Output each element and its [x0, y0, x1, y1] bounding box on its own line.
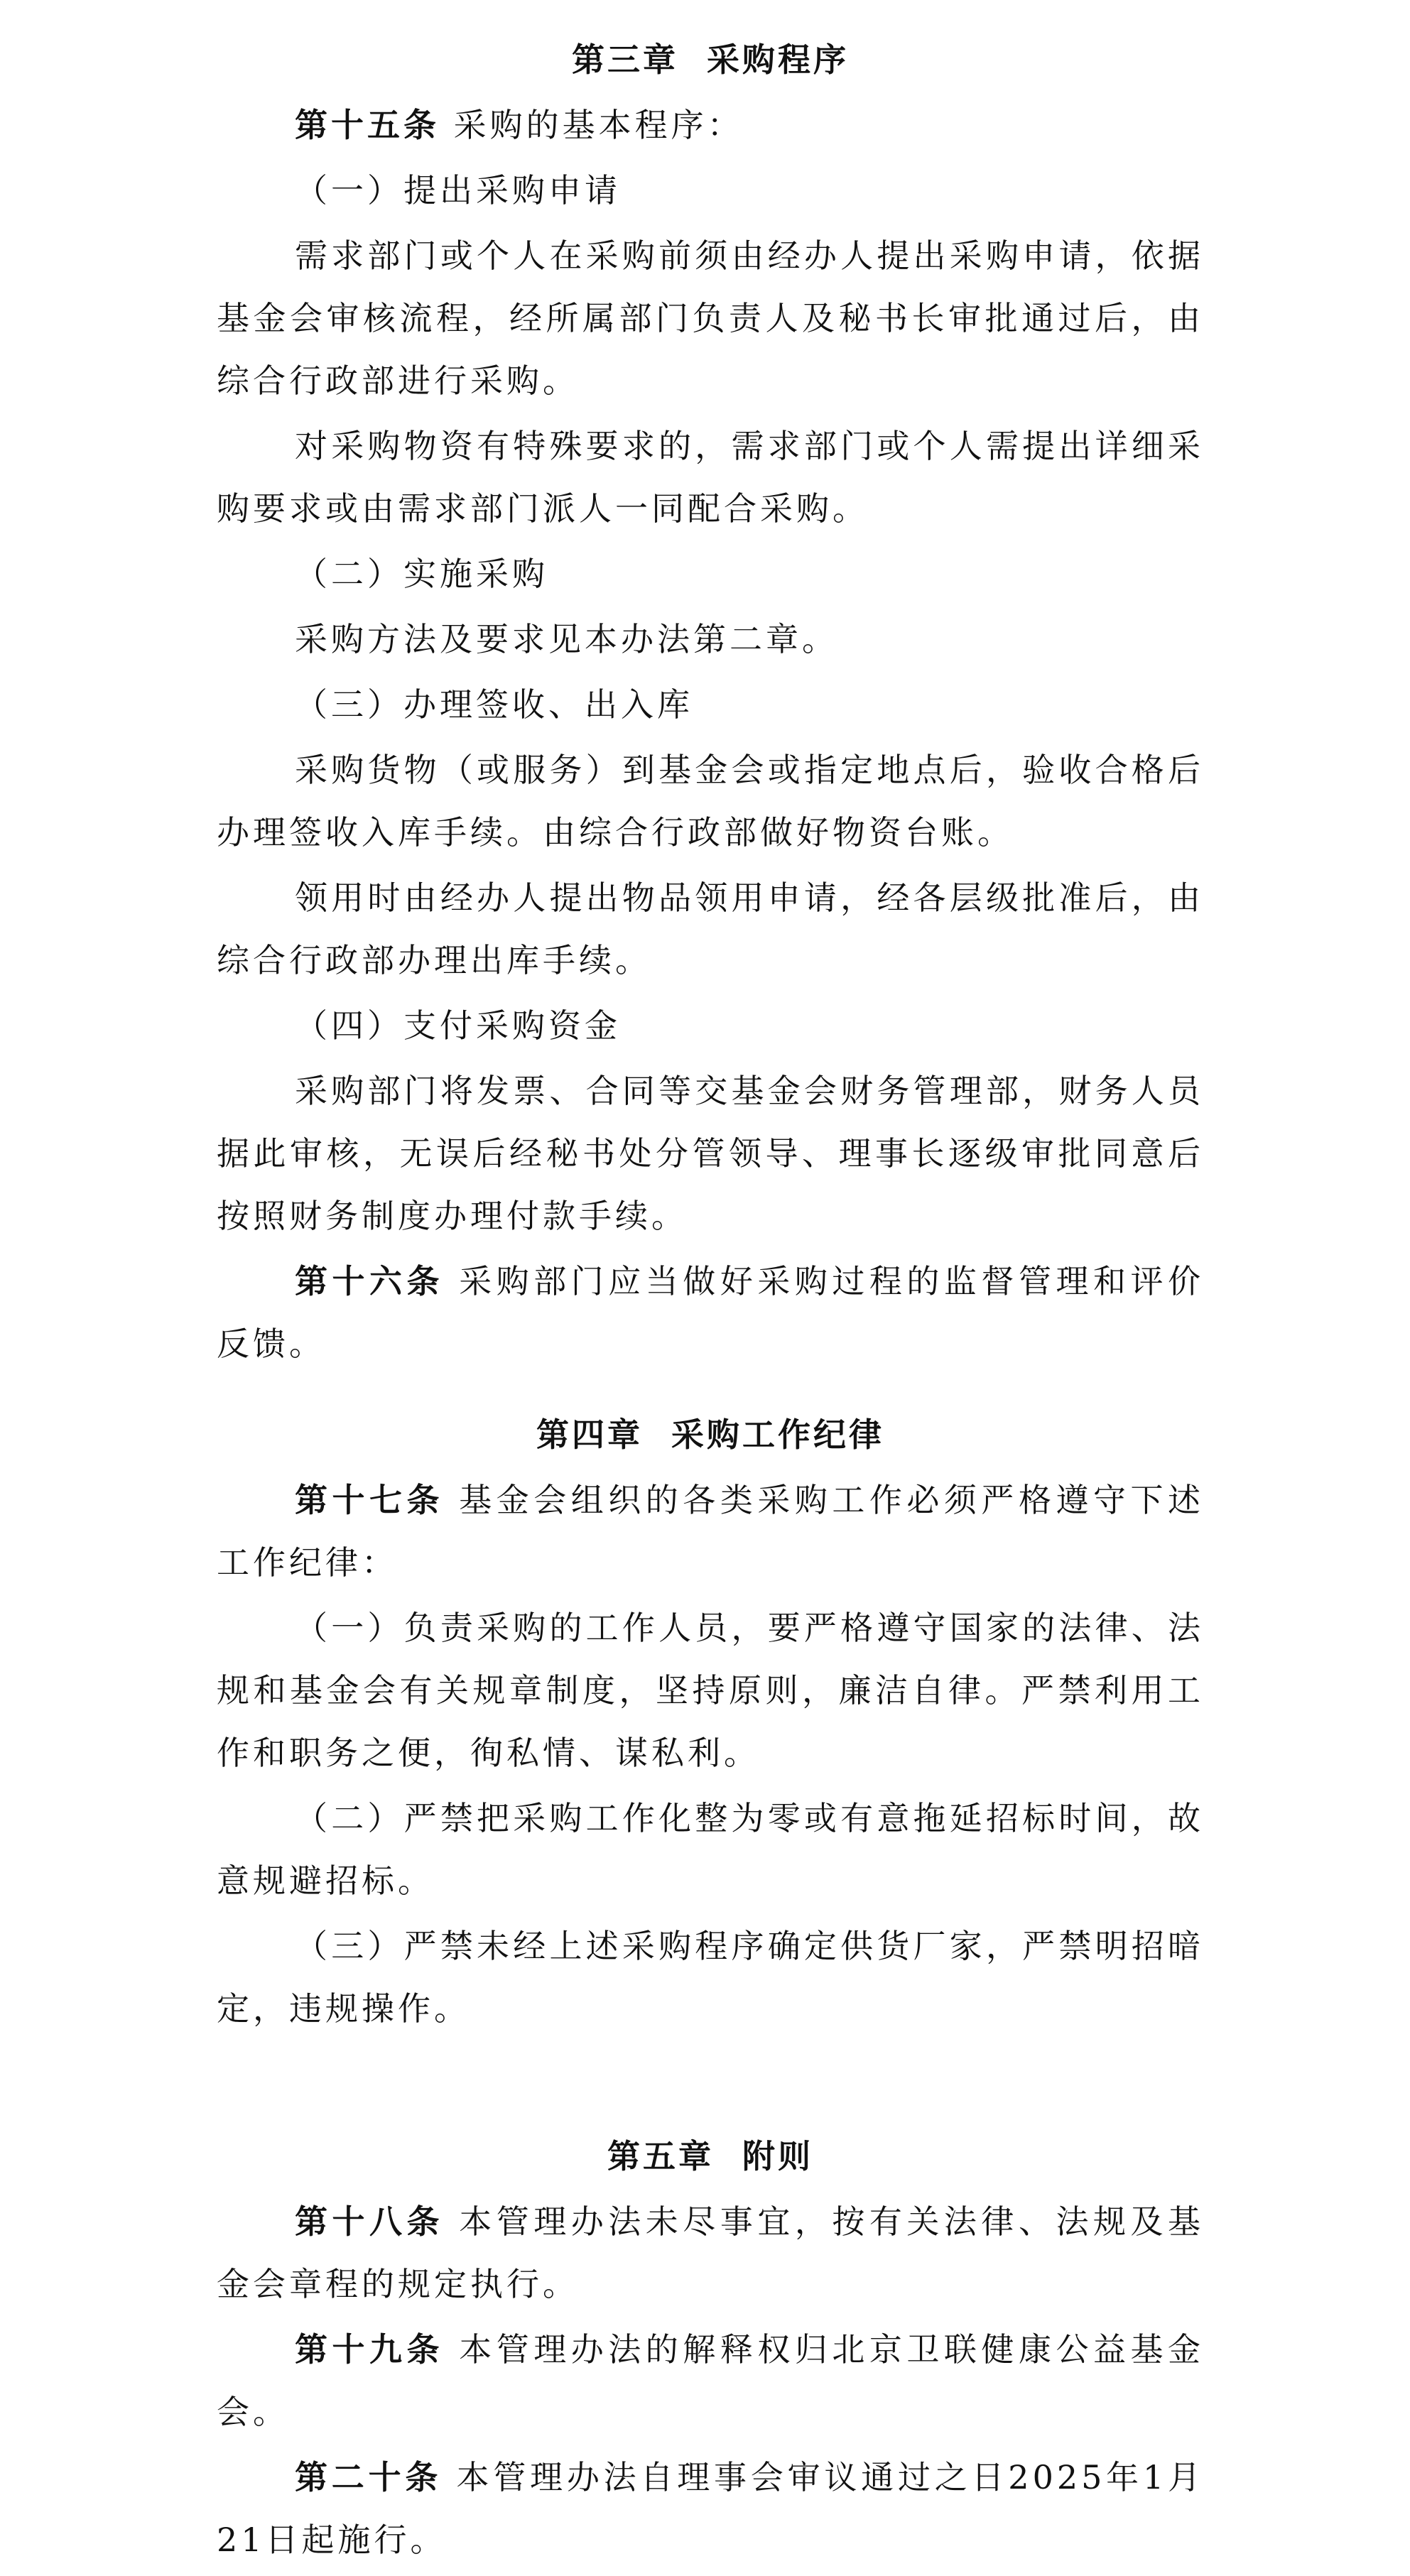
chapter-4-title: 采购工作纪律	[671, 1415, 884, 1454]
article-16	[217, 1250, 1204, 1375]
discipline-item-1: （一）负责采购的工作人员，要严格遵守国家的法律、法规和基金会有关规章制度，坚持原则，廉洁自律。严禁利用工作和职务之便，徇私情、谋私利。	[217, 1609, 1204, 1772]
discipline-item-3: （三）严禁未经上述采购程序确定供货厂家，严禁明招暗定，违规操作。	[217, 1927, 1204, 2028]
section-1-paragraph-2: 对采购物资有特殊要求的，需求部门或个人需提出详细采购要求或由需求部门派人一同配合采购。	[217, 427, 1204, 528]
spacer	[217, 1375, 1204, 1403]
article-20-text: 本管理办法自理事会审议通过之日2025年1月21日起施行。	[217, 2458, 1204, 2559]
article-17-number: 第十七条	[295, 1481, 445, 1519]
article-20-number: 第二十条	[295, 2458, 443, 2496]
article-18-number: 第十八条	[295, 2202, 445, 2241]
section-3-paragraph-2: 领用时由经办人提出物品领用申请，经各层级批准后，由综合行政部办理出库手续。	[217, 879, 1204, 979]
chapter-5-number: 第五章	[607, 2137, 714, 2175]
section-1-title: （一）提出采购申请	[295, 171, 621, 210]
article-15-text: 采购的基本程序：	[453, 106, 744, 144]
section-2-title: （二）实施采购	[295, 555, 548, 593]
article-17	[217, 1469, 1204, 1594]
chapter-3-heading	[217, 28, 1204, 91]
article-16-number: 第十六条	[295, 1262, 445, 1300]
section-1-paragraph-1: 需求部门或个人在采购前须由经办人提出采购申请，依据基金会审核流程，经所属部门负责人及秘书长审批通过后，由综合行政部进行采购。	[217, 237, 1204, 400]
section-3-paragraph-1: 采购货物（或服务）到基金会或指定地点后，验收合格后办理签收入库手续。由综合行政部做好物资台账。	[217, 751, 1204, 852]
chapter-3-title: 采购程序	[707, 40, 849, 79]
chapter-5-heading	[217, 2125, 1204, 2188]
chapter-3-number: 第三章	[572, 40, 678, 79]
spacer	[217, 2040, 1204, 2125]
section-2-paragraph-1: 采购方法及要求见本办法第二章。	[295, 620, 838, 658]
article-15-number: 第十五条	[295, 106, 440, 144]
article-19-text: 本管理办法的解释权归北京卫联健康公益基金会。	[217, 2330, 1204, 2431]
article-19	[217, 2318, 1204, 2443]
document-body	[217, 28, 1204, 2571]
section-4-paragraph-1: 采购部门将发票、合同等交基金会财务管理部，财务人员据此审核，无误后经秘书处分管领导、理事长逐级审批同意后按照财务制度办理付款手续。	[217, 1072, 1204, 1235]
chapter-5-title: 附则	[742, 2137, 813, 2175]
article-18	[217, 2190, 1204, 2315]
article-17-text: 基金会组织的各类采购工作必须严格遵守下述工作纪律：	[217, 1481, 1204, 1582]
chapter-4-heading	[217, 1403, 1204, 1466]
article-15	[217, 94, 1204, 156]
article-20	[217, 2446, 1204, 2571]
section-3-title: （三）办理签收、出入库	[295, 685, 693, 724]
discipline-item-2: （二）严禁把采购工作化整为零或有意拖延招标时间，故意规避招标。	[217, 1799, 1204, 1900]
article-16-text: 采购部门应当做好采购过程的监督管理和评价反馈。	[217, 1262, 1204, 1363]
article-19-number: 第十九条	[295, 2330, 445, 2369]
chapter-4-number: 第四章	[536, 1415, 643, 1454]
article-18-text: 本管理办法未尽事宜，按有关法律、法规及基金会章程的规定执行。	[217, 2202, 1204, 2303]
section-4-title: （四）支付采购资金	[295, 1006, 621, 1045]
